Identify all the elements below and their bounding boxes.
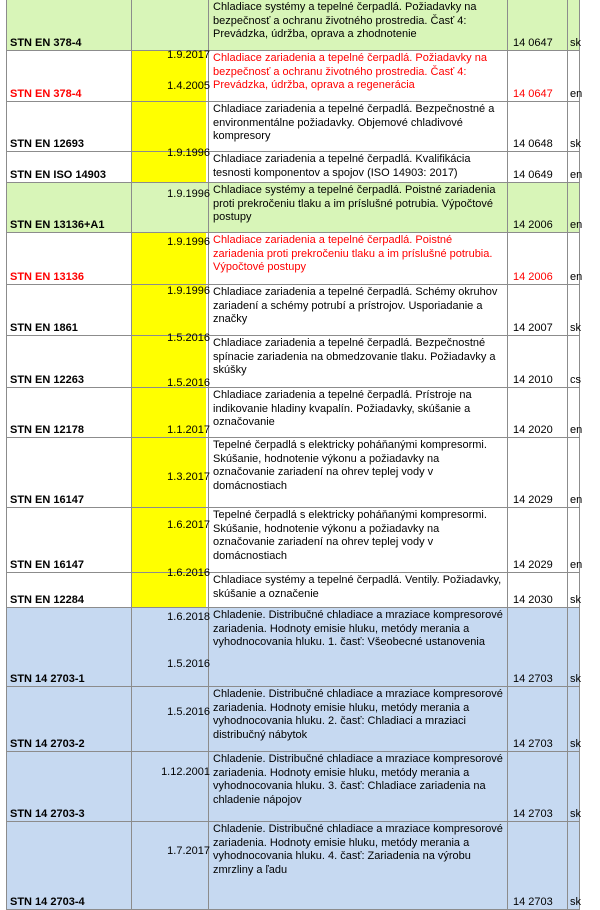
language-code: sk: [570, 594, 581, 606]
standard-title: Chladenie. Distribučné chladiace a mraziace kompresorové zariadenia. Hodnoty emisie hluku, metódy merania a vyhodnocovania hluku. 2. časť: Chladiaci a mraziaci distribučný nábytok: [213, 688, 503, 742]
title-cell: [208, 183, 508, 232]
class-number-cell: [508, 336, 568, 387]
code-cell: [6, 51, 132, 101]
standard-title: Chladiace zariadenia a tepelné čerpadlá. Schémy okruhov zariadení a schémy potrubí a prístrojov. Usporiadanie a značky: [213, 286, 498, 326]
table-row: [6, 102, 580, 152]
standard-code: STN 14 2703-2: [10, 738, 85, 750]
class-number: 14 2703: [513, 673, 553, 685]
effective-date: 1.3.2017: [167, 471, 210, 483]
title-cell: [208, 438, 508, 507]
code-cell: [6, 183, 132, 232]
standard-code: STN EN 16147: [10, 494, 84, 506]
title-cell: [208, 336, 508, 387]
language-code: sk: [570, 896, 581, 908]
class-number-cell: [508, 752, 568, 821]
table-row: [6, 336, 580, 388]
table-row: [6, 608, 580, 687]
language-code: sk: [570, 37, 581, 49]
code-cell: [6, 438, 132, 507]
code-cell: [6, 573, 132, 607]
title-cell: [208, 822, 508, 909]
effective-date: 1.5.2016: [167, 658, 210, 670]
class-number-cell: [508, 183, 568, 232]
standard-code: STN EN 12178: [10, 424, 84, 436]
language-code: en: [570, 494, 583, 506]
standard-title: Tepelné čerpadlá s elektricky poháňanými kompresormi. Skúšanie, hodnotenie výkonu a požiadavky na označovanie zariadení na ohrev teplej vody v domácnostiach: [213, 439, 487, 493]
code-cell: [6, 336, 132, 387]
class-number-cell: [508, 102, 568, 151]
effective-date: 1.7.2017: [167, 845, 210, 857]
table-row: [6, 0, 580, 51]
language-cell: [568, 687, 580, 751]
class-number: 14 0648: [513, 138, 553, 150]
language-code: en: [570, 559, 583, 571]
effective-date: 1.9.1996: [167, 147, 210, 159]
code-cell: [6, 508, 132, 572]
table-row: [6, 438, 583, 508]
standard-code: STN 14 2703-1: [10, 673, 85, 685]
effective-date: 1.6.2018: [167, 611, 210, 623]
language-cell: [568, 438, 583, 507]
standard-title: Chladiace zariadenia a tepelné čerpadlá. Prístroje na indikovanie hladiny kvapalín. Požiadavky, skúšanie a označovanie: [213, 389, 472, 429]
code-cell: [6, 752, 132, 821]
standard-title: Tepelné čerpadlá s elektricky poháňanými kompresormi. Skúšanie, hodnotenie výkonu a požiadavky na označovanie zariadení na ohrev teplej vody v domácnostiach: [213, 509, 487, 563]
title-cell: [208, 388, 508, 437]
language-code: en: [570, 88, 583, 100]
title-cell: [208, 102, 508, 151]
standard-code: STN EN 378-4: [10, 37, 82, 49]
class-number-cell: [508, 687, 568, 751]
language-cell: [568, 752, 580, 821]
standard-title: Chladiace systémy a tepelné čerpadlá. Požiadavky na bezpečnosť a ochranu životného prostredia. Časť 4: Prevádzka, údržba, oprava a zhodnotenie: [213, 1, 477, 41]
code-cell: [6, 822, 132, 909]
standard-code: STN EN 13136+A1: [10, 219, 105, 231]
effective-date: 1.1.2017: [167, 424, 210, 436]
standard-title: Chladenie. Distribučné chladiace a mraziace kompresorové zariadenia. Hodnoty emisie hluku, metódy merania a vyhodnocovania hluku. 4. časť: Zariadenia na výrobu zmrzliny a ľadu: [213, 823, 503, 877]
effective-date: 1.5.2016: [167, 332, 210, 344]
language-code: sk: [570, 673, 581, 685]
class-number: 14 2020: [513, 424, 553, 436]
class-number-cell: [508, 822, 568, 909]
language-cell: [568, 573, 580, 607]
class-number: 14 2703: [513, 808, 553, 820]
effective-date: 1.6.2016: [167, 567, 210, 579]
standard-code: STN EN 12263: [10, 374, 84, 386]
effective-date: 1.5.2016: [167, 706, 210, 718]
code-cell: [6, 0, 132, 50]
effective-date: 1.6.2017: [167, 519, 210, 531]
standard-code: STN EN 16147: [10, 559, 84, 571]
language-code: sk: [570, 738, 581, 750]
standard-title: Chladiace zariadenia a tepelné čerpadlá. Požiadavky na bezpečnosť a ochranu životného prostredia. Časť 4: Prevádzka, údržba, oprava a regenerácia: [213, 52, 487, 92]
table-row: [6, 51, 583, 102]
table-row: [6, 822, 580, 910]
standard-title: Chladiace zariadenia a tepelné čerpadlá. Kvalifikácia tesnosti komponentov a spojov (ISO 14903: 2017): [213, 153, 471, 179]
title-cell: [208, 152, 508, 182]
code-cell: [6, 152, 132, 182]
class-number: 14 0647: [513, 88, 553, 100]
language-cell: [568, 822, 580, 909]
effective-date: 1.12.2001: [161, 766, 210, 778]
language-cell: [568, 152, 583, 182]
language-code: en: [570, 271, 583, 283]
language-cell: [568, 51, 583, 101]
standard-code: STN EN 378-4: [10, 88, 82, 100]
title-cell: [208, 752, 508, 821]
class-number: 14 2007: [513, 322, 553, 334]
class-number-cell: [508, 608, 568, 686]
effective-date: 1.9.1996: [167, 285, 210, 297]
class-number: 14 0647: [513, 37, 553, 49]
standard-code: STN EN ISO 14903: [10, 169, 106, 181]
class-number-cell: [508, 438, 568, 507]
class-number-cell: [508, 285, 568, 335]
class-number: 14 2010: [513, 374, 553, 386]
title-cell: [208, 508, 508, 572]
standard-title: Chladiace systémy a tepelné čerpadlá. Ventily. Požiadavky, skúšanie a označenie: [213, 574, 502, 600]
standard-code: STN EN 12693: [10, 138, 84, 150]
table-row: [6, 285, 580, 336]
class-number-cell: [508, 508, 568, 572]
table-row: [6, 687, 580, 752]
standard-code: STN EN 1861: [10, 322, 78, 334]
code-cell: [6, 233, 132, 284]
language-cell: [568, 388, 583, 437]
table-row: [6, 152, 583, 183]
standard-title: Chladiace zariadenia a tepelné čerpadlá. Bezpečnostné spínacie zariadenia na obmedzovanie tlaku. Požiadavky a skúšky: [213, 337, 496, 377]
standard-title: Chladiace zariadenia a tepelné čerpadlá. Poistné zariadenia proti prekročeniu tlaku a im príslušné potrubia. Výpočtové postupy: [213, 234, 493, 274]
code-cell: [6, 102, 132, 151]
title-cell: [208, 573, 508, 607]
language-code: sk: [570, 138, 581, 150]
class-number: 14 2029: [513, 559, 553, 571]
language-cell: [568, 102, 580, 151]
table-row: [6, 508, 583, 573]
table-row: [6, 752, 580, 822]
title-cell: [208, 51, 508, 101]
language-cell: [568, 608, 580, 686]
class-number-cell: [508, 388, 568, 437]
class-number: 14 0649: [513, 169, 553, 181]
class-number: 14 2703: [513, 738, 553, 750]
standard-title: Chladenie. Distribučné chladiace a mraziace kompresorové zariadenia. Hodnoty emisie hluku, metódy merania a vyhodnocovania hluku. 1. časť: Všeobecné ustanovenia: [213, 609, 503, 649]
table-row: [6, 573, 580, 608]
table-row: [6, 233, 583, 285]
effective-date: 1.9.1996: [167, 188, 210, 200]
code-cell: [6, 687, 132, 751]
language-code: sk: [570, 322, 581, 334]
class-number-cell: [508, 152, 568, 182]
language-cell: [568, 508, 583, 572]
language-code: en: [570, 219, 583, 231]
class-number: 14 2006: [513, 271, 553, 283]
title-cell: [208, 285, 508, 335]
standard-code: STN EN 12284: [10, 594, 84, 606]
language-cell: [568, 336, 580, 387]
class-number: 14 2029: [513, 494, 553, 506]
standard-code: STN EN 13136: [10, 271, 84, 283]
standard-code: STN 14 2703-4: [10, 896, 85, 908]
class-number-cell: [508, 573, 568, 607]
language-cell: [568, 285, 580, 335]
effective-date: 1.9.2017: [167, 49, 210, 61]
effective-date: 1.5.2016: [167, 377, 210, 389]
code-cell: [6, 608, 132, 686]
language-code: cs: [570, 374, 581, 386]
standard-title: Chladiace systémy a tepelné čerpadlá. Poistné zariadenia proti prekročeniu tlaku a im príslušné potrubia. Výpočtové postupy: [213, 184, 496, 224]
title-cell: [208, 0, 508, 50]
title-cell: [208, 608, 508, 686]
standard-title: Chladenie. Distribučné chladiace a mraziace kompresorové zariadenia. Hodnoty emisie hluku, metódy merania a vyhodnocovania hluku. 3. časť: Chladiace zariadenia na chladenie nápojov: [213, 753, 503, 807]
language-cell: [568, 183, 583, 232]
table-row: [6, 183, 583, 233]
code-cell: [6, 285, 132, 335]
code-cell: [6, 388, 132, 437]
standard-code: STN 14 2703-3: [10, 808, 85, 820]
class-number-cell: [508, 51, 568, 101]
language-code: en: [570, 169, 583, 181]
class-number: 14 2006: [513, 219, 553, 231]
class-number: 14 2030: [513, 594, 553, 606]
class-number: 14 2703: [513, 896, 553, 908]
table-row: [6, 388, 583, 438]
title-cell: [208, 687, 508, 751]
language-code: sk: [570, 808, 581, 820]
language-cell: [568, 0, 580, 50]
class-number-cell: [508, 0, 568, 50]
effective-date: 1.4.2005: [167, 80, 210, 92]
language-cell: [568, 233, 583, 284]
title-cell: [208, 233, 508, 284]
class-number-cell: [508, 233, 568, 284]
effective-date: 1.9.1996: [167, 236, 210, 248]
language-code: en: [570, 424, 583, 436]
standard-title: Chladiace zariadenia a tepelné čerpadlá. Bezpečnostné a environmentálne požiadavky. Objemové chladivové kompresory: [213, 103, 495, 143]
